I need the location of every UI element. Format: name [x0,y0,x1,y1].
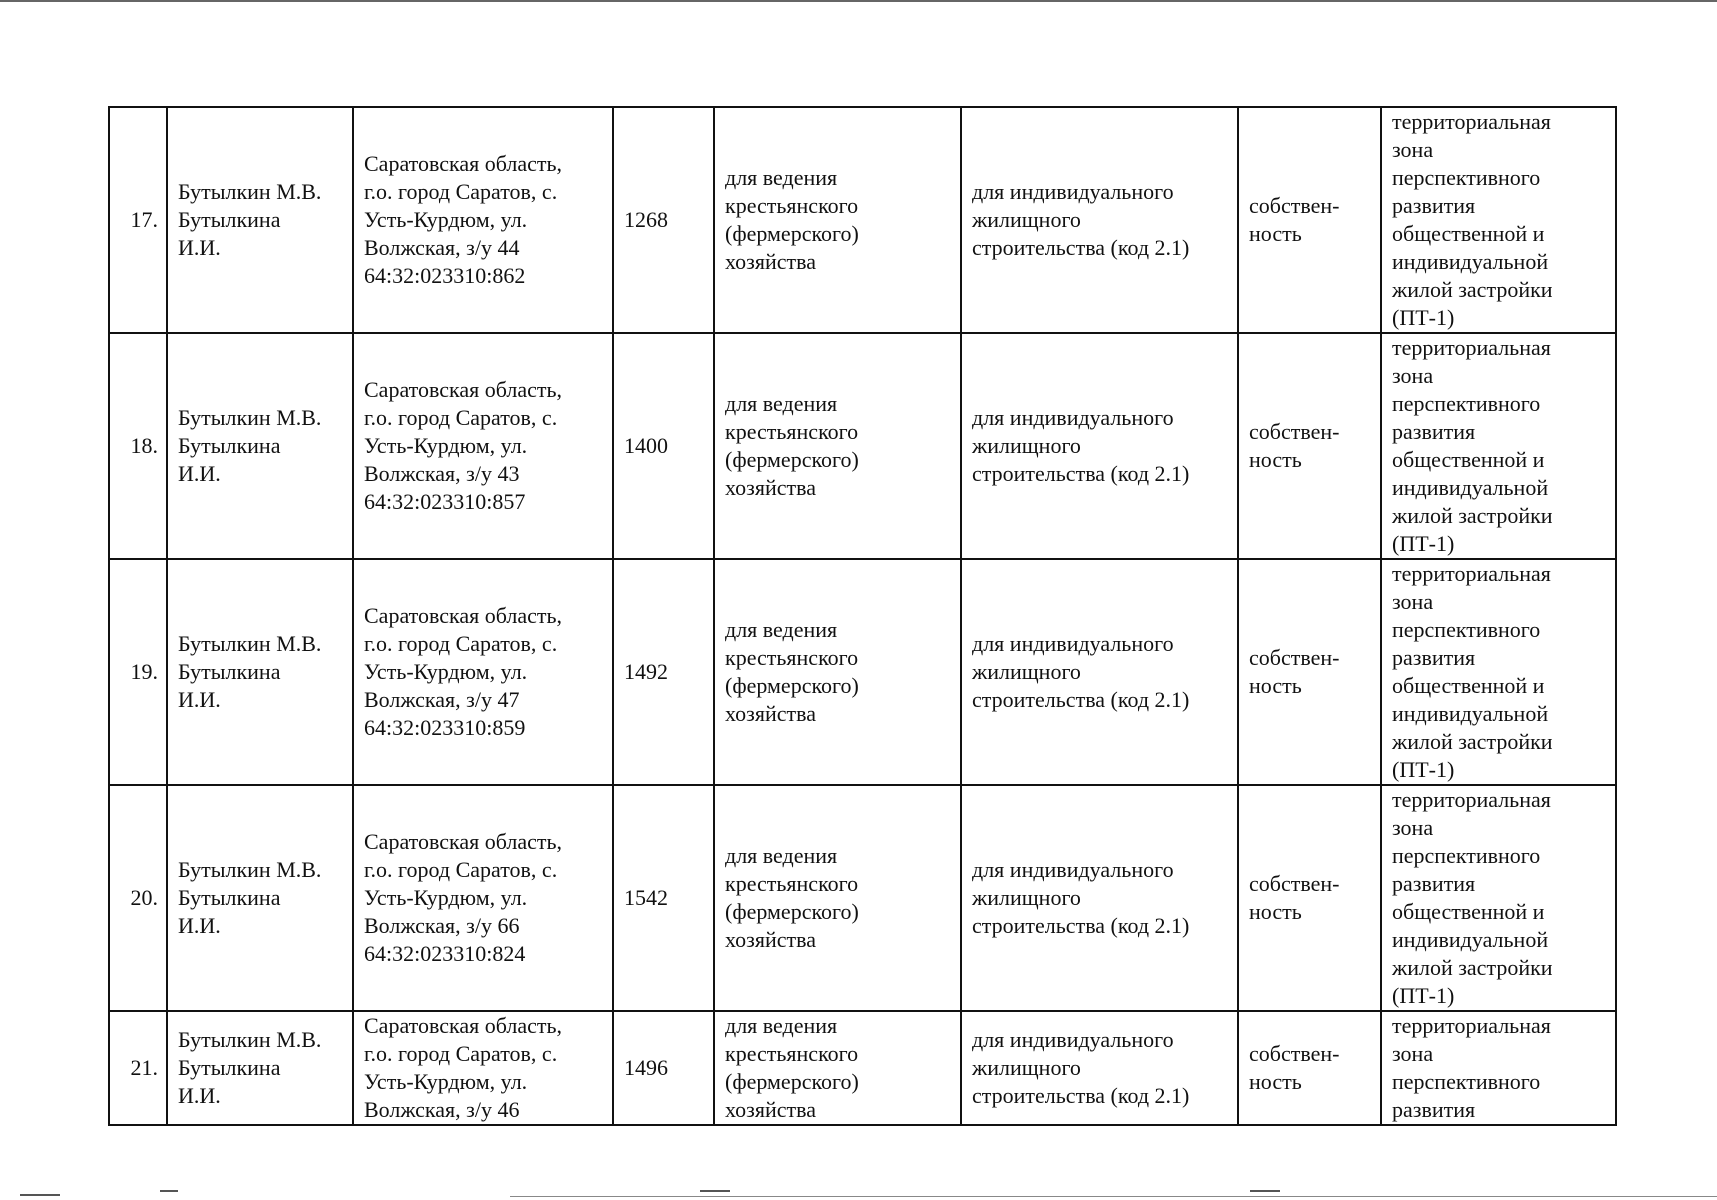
table-row [109,559,1616,785]
requested-use-cell: для индивидуального жилищного строительства (код 2.1) [961,107,1238,333]
requested-use-cell: для индивидуального жилищного строительства (код 2.1) [961,559,1238,785]
current-use-cell: для ведения крестьянского (фермерского) хозяйства [714,1011,961,1125]
address-cell: Саратовская область, г.о. город Саратов, с. Усть-Курдюм, ул. Волжская, з/у 47 64:32:023310:859 [353,559,613,785]
owners-cell: Бутылкин М.В. Бутылкина И.И. [167,107,353,333]
current-use-cell: для ведения крестьянского (фермерского) хозяйства [714,559,961,785]
zone-cell: территориальная зона перспективного развития общественной и индивидуальной жилой застройки (ПТ-1) [1381,559,1616,785]
row-number: 17. [109,107,167,333]
current-use-cell: для ведения крестьянского (фермерского) хозяйства [714,785,961,1011]
area-cell: 1268 [613,107,714,333]
page-bottom-edge [0,1190,1717,1200]
table-row [109,1011,1616,1125]
requested-use-cell: для индивидуального жилищного строительства (код 2.1) [961,333,1238,559]
row-number: 21. [109,1011,167,1125]
page-top-edge [0,0,1717,3]
zone-cell: территориальная зона перспективного развития общественной и индивидуальной жилой застройки (ПТ-1) [1381,785,1616,1011]
right-type-cell: собствен- ность [1238,785,1381,1011]
area-cell: 1400 [613,333,714,559]
address-cell: Саратовская область, г.о. город Саратов, с. Усть-Курдюм, ул. Волжская, з/у 44 64:32:023310:862 [353,107,613,333]
owners-cell: Бутылкин М.В. Бутылкина И.И. [167,785,353,1011]
right-type-cell: собствен- ность [1238,333,1381,559]
row-number: 18. [109,333,167,559]
address-cell: Саратовская область, г.о. город Саратов, с. Усть-Курдюм, ул. Волжская, з/у 43 64:32:023310:857 [353,333,613,559]
requested-use-cell: для индивидуального жилищного строительства (код 2.1) [961,785,1238,1011]
row-number: 20. [109,785,167,1011]
owners-cell: Бутылкин М.В. Бутылкина И.И. [167,333,353,559]
right-type-cell: собствен- ность [1238,559,1381,785]
land-plots-table [108,106,1617,1126]
requested-use-cell: для индивидуального жилищного строительства (код 2.1) [961,1011,1238,1125]
table-row [109,107,1616,333]
row-number: 19. [109,559,167,785]
address-cell: Саратовская область, г.о. город Саратов, с. Усть-Курдюм, ул. Волжская, з/у 66 64:32:023310:824 [353,785,613,1011]
address-cell: Саратовская область, г.о. город Саратов, с. Усть-Курдюм, ул. Волжская, з/у 46 [353,1011,613,1125]
area-cell: 1496 [613,1011,714,1125]
right-type-cell: собствен- ность [1238,1011,1381,1125]
table-row [109,785,1616,1011]
table-row [109,333,1616,559]
zone-cell: территориальная зона перспективного развития общественной и индивидуальной жилой застройки (ПТ-1) [1381,333,1616,559]
current-use-cell: для ведения крестьянского (фермерского) хозяйства [714,333,961,559]
owners-cell: Бутылкин М.В. Бутылкина И.И. [167,559,353,785]
owners-cell: Бутылкин М.В. Бутылкина И.И. [167,1011,353,1125]
area-cell: 1542 [613,785,714,1011]
zone-cell: территориальная зона перспективного развития общественной и индивидуальной жилой застройки (ПТ-1) [1381,107,1616,333]
area-cell: 1492 [613,559,714,785]
zone-cell: территориальная зона перспективного развития [1381,1011,1616,1125]
right-type-cell: собствен- ность [1238,107,1381,333]
current-use-cell: для ведения крестьянского (фермерского) хозяйства [714,107,961,333]
